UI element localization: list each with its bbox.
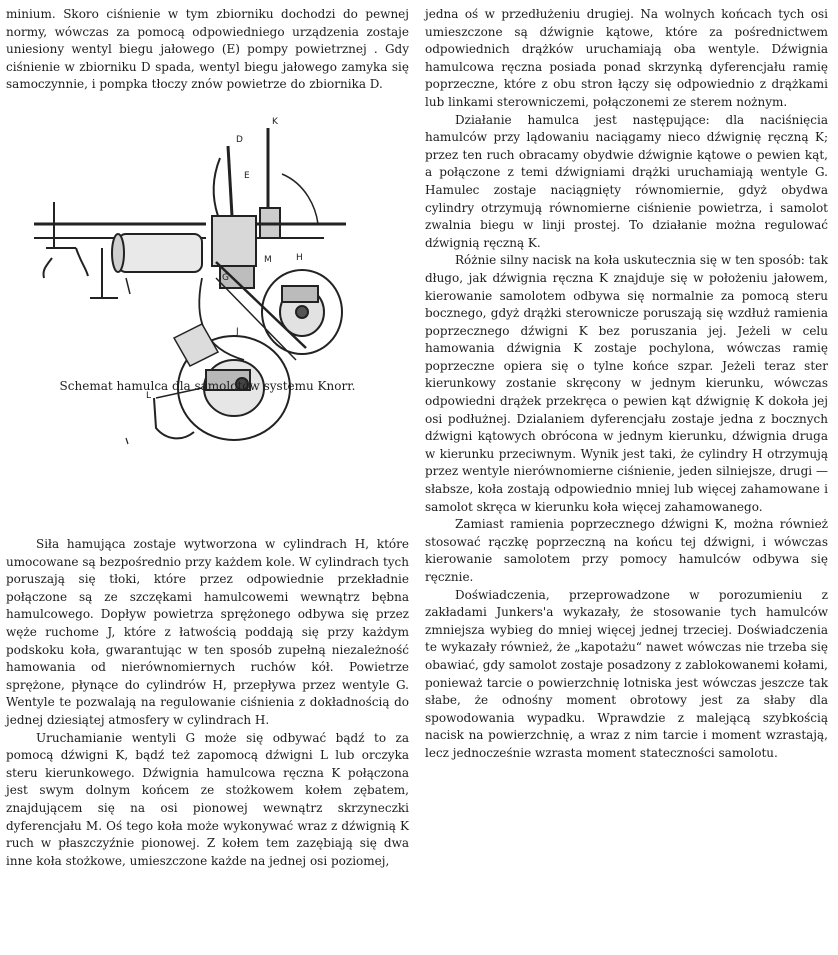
brake-schematic-drawing (6, 98, 409, 460)
right-column (425, 6, 828, 763)
right-paragraph-1: jedna oś w przedłużeniu drugiej. Na wolnych końcach tych osi umieszczone są dźwignie kątowe, które za pośrednictwem odpowiednich drążków uruchamiają oba wentyle. Dźwignia hamulcowa ręczna posiada ponad skrzynką dyferencjału ramię poprzeczne, które z obu stron łączy się odpowiednio z drążkami lub linkami sterowniczemi, połączonemi ze sterem nożnym. (425, 7, 828, 109)
intro-paragraph: minium. Skoro ciśnienie w tym zbiorniku dochodzi do pewnej normy, wówczas za pomocą odpowiedniego urządzenia zostaje uniesiony wentyl biegu jałowego (E) pompy powietrznej . Gdy ciśnienie w zbiorniku D spada, wentyl biegu jałowego zamyka się samoczynnie, i pompka tłoczy znów powietrze do zbiornika D. (6, 7, 409, 92)
label-m: M (264, 254, 272, 265)
left-paragraph-2: Uruchamianie wentyli G może się odbywać bądź to za pomocą dźwigni K, bądź też zapomocą dźwigni L lub orczyka steru kierunkowego. Dźwignia hamulcowa ręczna K połączona jest swym dolnym końcem ze stożkowem kołem zębatem, znajdującem się na osi pionowej wewnątrz skrzyneczki dyferencjału M. Oś tego koła może wykonywać wraz z dźwignią K ruch w płaszczyźnie pionowej. Z kołem tem zazębiają się dwa inne koła stożkowe, umieszczone każde na jednej osi poziomej, (6, 730, 409, 868)
brake-schematic-figure (6, 98, 409, 458)
left-column-lower-text (6, 536, 409, 870)
figure-caption: Schemat hamulca dla samolotów systemu Knorr. (59, 379, 356, 393)
left-paragraph-1: Siła hamująca zostaje wytworzona w cylindrach H, które umocowane są bezpośrednio przy każdem kole. W cylindrach tych poruszają się tłoki, które przez odpowiednie przekładnie połączone są ze szczękami hamulcowemi wewnątrz bębna hamulcowego. Dopływ powietrza sprężonego odbywa się przez węże ruchome J, które z łatwością poddają się przy każdym podskoku koła, gwarantując w ten sposób zupełną niezależność hamowania od nierównomiernych ruchów kół. Powietrze sprężone, płynące do cylindrów H, przepływa przez wentyle G. Wentyle te pozwalają na regulowanie ciśnienia z dokładnością do jednej dziesiątej atmosfery w cylindrach H. (6, 537, 409, 727)
right-paragraph-5: Doświadczenia, przeprowadzone w porozumieniu z zakładami Junkers'a wykazały, że stosowanie tych hamulców zmniejsza wybieg do mniej więcej jednej trzeciej. Doświadczenia te wykazały również, że „kapotażu“ nawet wówczas nie trzeba się obawiać, gdy samolot zostaje posadzony z zablokowanemi kołami, ponieważ tarcie o powierzchnię lotniska jest wówczas jeszcze tak słabe, że odnośny moment obrotowy jest za słaby dla spowodowania wypadku. Wprawdzie z malejącą szybkością nacisk na powierzchnię, a wraz z nim tarcie i moment wzrastają, lecz jednocześnie wzrasta moment stateczności samolotu. (425, 587, 828, 760)
label-j: J (236, 326, 239, 337)
label-l: L (146, 390, 152, 401)
right-paragraph-4: Zamiast ramienia poprzecznego dźwigni K, można również stosować rączkę poprzeczną na końcu tej dźwigni, i wówczas kierowanie samolotem przy pomocy hamulców odbywa się ręcznie. (425, 517, 828, 584)
left-column (6, 6, 409, 868)
label-g: G (222, 272, 229, 283)
label-k: K (272, 116, 278, 127)
label-d: D (236, 134, 243, 145)
label-h: H (296, 252, 303, 263)
right-paragraph-2: Działanie hamulca jest następujące: dla naciśnięcia hamulców przy lądowaniu naciągamy nieco dźwignię ręczną K; przez ten ruch obracamy obydwie dźwignie kątowe o pewien kąt, a połączone z temi dźwigniami drążki uruchamiają wentyle G. Hamulec zostaje naciągnięty równomiernie, gdyż obydwa cylindry otrzymują równomierne ciśnienie powietrza, i samolot zwalnia biegu w linji prostej. To działanie można regulować dźwignią ręczną K. (425, 112, 828, 250)
label-e: E (244, 170, 250, 181)
right-paragraph-3: Różnie silny nacisk na koła uskutecznia się w ten sposób: tak długo, jak dźwignia ręczna K znajduje się w położeniu jałowem, kierowanie samolotem odbywa się normalnie za pomocą steru bocznego, gdyż drążki sterownicze poruszają się wzdłuż ramienia poprzecznego dźwigni K bez poruszania jej. Jeżeli w celu hamowania dźwignia K zostaje pochylona, wówczas ramię poprzeczne opiera się o tylne końce szpar. Jeżeli teraz ster kierunkowy zostanie skręcony w jednym kierunku, wówczas odpowiedni drążek przekręca o pewien kąt dźwignię K dokoła jej osi podłużnej. Dzialaniem dyferencjału zostaje jedna z bocznych dźwigni kątowych obrócona w jednym kierunku, dźwignia druga w kierunku przeciwnym. Wynik jest taki, że cylindry H otrzymują przez wentyle nierównomierne ciśnienie, jeden silniejsze, drugi — słabsze, koła zostają odpowiednio mniej lub więcej zahamowane i samolot skręca w kierunku koła więcej zahamowanego. (425, 253, 828, 514)
